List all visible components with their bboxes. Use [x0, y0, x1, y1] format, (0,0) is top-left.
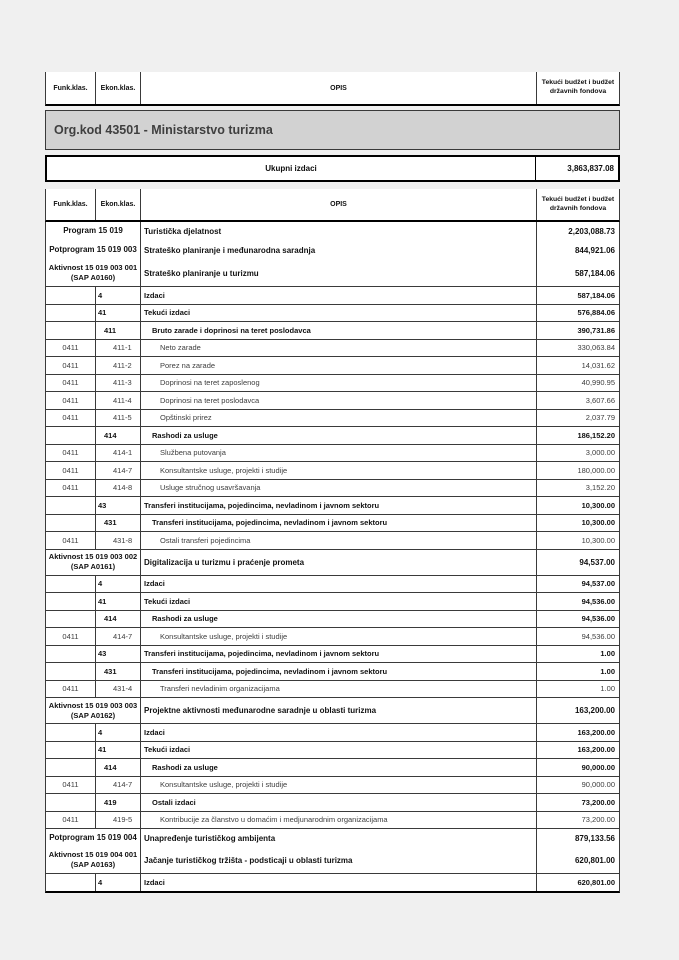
column-header-repeat [45, 189, 620, 222]
program-label-cell: Program 15 019 [63, 226, 123, 236]
ekon-klas-cell: 414 [95, 611, 140, 628]
amount-cell: 3,607.66 [536, 392, 619, 409]
ekon-klas-cell: 431 [95, 515, 140, 532]
amount-cell: 73,200.00 [536, 812, 619, 829]
table-row [46, 479, 619, 497]
ekon-klas-cell: 414-7 [95, 462, 140, 479]
ekon-klas-cell: 431-8 [95, 532, 140, 549]
funk-klas-cell [46, 646, 95, 663]
opis-cell: Usluge stručnog usavršavanja [140, 480, 536, 497]
program-label-cell: Potprogram 15 019 004 [49, 832, 137, 842]
col-header-funk-klas: Funk.klas. [53, 201, 88, 208]
ekon-klas-cell: 43 [95, 646, 140, 663]
funk-klas-cell: 0411 [62, 815, 79, 825]
ekon-klas-cell: 41 [95, 742, 140, 759]
opis-cell: Strateško planiranje u turizmu [140, 260, 536, 286]
table-row [46, 241, 619, 260]
table-row [46, 645, 619, 663]
funk-klas-cell [46, 759, 95, 776]
ekon-klas-cell: 431 [95, 663, 140, 680]
amount-cell: 73,200.00 [536, 794, 619, 811]
opis-cell: Doprinosi na teret poslodavca [140, 392, 536, 409]
opis-cell: Doprinosi na teret zaposlenog [140, 375, 536, 392]
funk-klas-cell [46, 874, 95, 891]
amount-cell: 587,184.06 [536, 260, 619, 286]
amount-cell: 163,200.00 [536, 698, 619, 723]
opis-cell: Bruto zarade i doprinosi na teret poslodavca [140, 322, 536, 339]
col-header-ekon-klas: Ekon.klas. [95, 72, 140, 104]
program-label-cell: Aktivnost 15 019 003 002 (SAP A0161) [48, 552, 138, 571]
ekon-klas-cell: 411-1 [95, 340, 140, 357]
opis-cell: Jačanje turističkog tržišta - podsticaji u oblasti turizma [140, 847, 536, 873]
amount-cell: 90,000.00 [536, 759, 619, 776]
funk-klas-cell: 0411 [62, 631, 79, 641]
table-row [46, 514, 619, 532]
funk-klas-cell [46, 515, 95, 532]
program-label-cell: Potprogram 15 019 003 [49, 245, 137, 255]
amount-cell: 1.00 [536, 681, 619, 698]
funk-klas-cell: 0411 [62, 378, 79, 388]
col-header-ekon-klas: Ekon.klas. [95, 189, 140, 220]
program-label-cell: Aktivnost 15 019 003 003 (SAP A0162) [48, 700, 138, 720]
total-expenditure-box [45, 155, 620, 182]
opis-cell: Konsultantske usluge, projekti i studije [140, 628, 536, 645]
amount-cell: 10,300.00 [536, 532, 619, 549]
program-label-cell: Aktivnost 15 019 003 001 (SAP A0160) [48, 263, 138, 282]
funk-klas-cell [46, 611, 95, 628]
amount-cell: 844,921.06 [536, 241, 619, 260]
table-row [46, 793, 619, 811]
table-row [46, 409, 619, 427]
table-row [46, 758, 619, 776]
ekon-klas-cell: 41 [95, 593, 140, 610]
ekon-klas-cell: 419 [95, 794, 140, 811]
amount-cell: 180,000.00 [536, 462, 619, 479]
ekon-klas-cell: 414 [95, 427, 140, 444]
amount-cell: 186,152.20 [536, 427, 619, 444]
opis-cell: Ostali izdaci [140, 794, 536, 811]
amount-cell: 163,200.00 [536, 742, 619, 759]
funk-klas-cell [46, 497, 95, 514]
table-row [46, 391, 619, 409]
funk-klas-cell: 0411 [62, 465, 79, 475]
amount-cell: 330,063.84 [536, 340, 619, 357]
ekon-klas-cell: 411-2 [95, 357, 140, 374]
table-row [46, 222, 619, 241]
table-row [46, 776, 619, 794]
opis-cell: Transferi institucijama, pojedincima, nevladinom i javnom sektoru [140, 497, 536, 514]
table-row [46, 304, 619, 322]
funk-klas-cell [46, 427, 95, 444]
table-row [46, 741, 619, 759]
funk-klas-cell [46, 593, 95, 610]
table-row [46, 873, 619, 891]
opis-cell: Rashodi za usluge [140, 611, 536, 628]
opis-cell: Opštinski prirez [140, 410, 536, 427]
opis-cell: Transferi institucijama, pojedincima, nevladinom i javnom sektoru [140, 663, 536, 680]
org-code-title: Org.kod 43501 - Ministarstvo turizma [54, 123, 273, 137]
table-row [46, 680, 619, 698]
opis-cell: Tekući izdaci [140, 742, 536, 759]
funk-klas-cell [46, 305, 95, 322]
opis-cell: Turistička djelatnost [140, 222, 536, 241]
ekon-klas-cell: 414-8 [95, 480, 140, 497]
funk-klas-cell [46, 742, 95, 759]
table-row [46, 811, 619, 829]
ekon-klas-cell: 4 [95, 287, 140, 304]
funk-klas-cell: 0411 [62, 360, 79, 370]
amount-cell: 3,000.00 [536, 445, 619, 462]
opis-cell: Strateško planiranje i međunarodna saradnja [140, 241, 536, 260]
funk-klas-cell: 0411 [62, 395, 79, 405]
amount-cell: 10,300.00 [536, 515, 619, 532]
amount-cell: 94,536.00 [536, 611, 619, 628]
opis-cell: Digitalizacija u turizmu i praćenje prometa [140, 550, 536, 575]
opis-cell: Izdaci [140, 874, 536, 891]
total-label: Ukupni izdaci [265, 164, 317, 173]
funk-klas-cell [46, 576, 95, 593]
table-row [46, 592, 619, 610]
amount-cell: 390,731.86 [536, 322, 619, 339]
table-row [46, 610, 619, 628]
ekon-klas-cell: 414-7 [95, 777, 140, 794]
amount-cell: 10,300.00 [536, 497, 619, 514]
org-code-band [45, 110, 620, 150]
opis-cell: Kontribucije za članstvo u domaćim i medjunarodnim organizacijama [140, 812, 536, 829]
amount-cell: 94,537.00 [536, 576, 619, 593]
ekon-klas-cell: 414-7 [95, 628, 140, 645]
opis-cell: Neto zarade [140, 340, 536, 357]
opis-cell: Tekući izdaci [140, 593, 536, 610]
opis-cell: Projektne aktivnosti međunarodne saradnje u oblasti turizma [140, 698, 536, 723]
table-row [46, 374, 619, 392]
table-row [46, 356, 619, 374]
table-row [46, 828, 619, 847]
amount-cell: 3,152.20 [536, 480, 619, 497]
col-header-budget: Tekući budžet i budžet državnih fondova [536, 72, 619, 104]
opis-cell: Unapređenje turističkog ambijenta [140, 829, 536, 847]
funk-klas-cell: 0411 [62, 448, 79, 458]
amount-cell: 94,536.00 [536, 628, 619, 645]
funk-klas-cell: 0411 [62, 413, 79, 423]
opis-cell: Transferi institucijama, pojedincima, nevladinom i javnom sektoru [140, 515, 536, 532]
ekon-klas-cell: 411-3 [95, 375, 140, 392]
ekon-klas-cell: 411-4 [95, 392, 140, 409]
table-row [46, 575, 619, 593]
opis-cell: Izdaci [140, 724, 536, 741]
funk-klas-cell [46, 794, 95, 811]
table-row [46, 531, 619, 549]
table-row [46, 444, 619, 462]
table-row [46, 847, 619, 873]
funk-klas-cell: 0411 [62, 684, 79, 694]
amount-cell: 2,203,088.73 [536, 222, 619, 241]
funk-klas-cell: 0411 [62, 780, 79, 790]
ekon-klas-cell: 419-5 [95, 812, 140, 829]
total-value: 3,863,837.08 [535, 157, 618, 180]
opis-cell: Tekući izdaci [140, 305, 536, 322]
column-header-top [45, 72, 620, 106]
funk-klas-cell: 0411 [62, 343, 79, 353]
amount-cell: 94,536.00 [536, 593, 619, 610]
amount-cell: 90,000.00 [536, 777, 619, 794]
opis-cell: Rashodi za usluge [140, 759, 536, 776]
ekon-klas-cell: 41 [95, 305, 140, 322]
ekon-klas-cell: 414-1 [95, 445, 140, 462]
ekon-klas-cell: 411 [95, 322, 140, 339]
table-row [46, 496, 619, 514]
opis-cell: Ostali transferi pojedincima [140, 532, 536, 549]
table-row [46, 260, 619, 286]
ekon-klas-cell: 431-4 [95, 681, 140, 698]
opis-cell: Rashodi za usluge [140, 427, 536, 444]
ekon-klas-cell: 4 [95, 576, 140, 593]
ekon-klas-cell: 4 [95, 724, 140, 741]
table-row [46, 339, 619, 357]
opis-cell: Službena putovanja [140, 445, 536, 462]
col-header-funk-klas: Funk.klas. [53, 84, 88, 92]
funk-klas-cell [46, 287, 95, 304]
funk-klas-cell [46, 322, 95, 339]
amount-cell: 40,990.95 [536, 375, 619, 392]
opis-cell: Transferi nevladinim organizacijama [140, 681, 536, 698]
table-row [46, 662, 619, 680]
opis-cell: Transferi institucijama, pojedincima, nevladinom i javnom sektoru [140, 646, 536, 663]
amount-cell: 1.00 [536, 663, 619, 680]
table-row [46, 286, 619, 304]
opis-cell: Porez na zarade [140, 357, 536, 374]
table-row [46, 426, 619, 444]
amount-cell: 620,801.00 [536, 847, 619, 873]
ekon-klas-cell: 43 [95, 497, 140, 514]
col-header-opis: OPIS [140, 189, 536, 220]
funk-klas-cell: 0411 [62, 483, 79, 493]
opis-cell: Konsultantske usluge, projekti i studije [140, 777, 536, 794]
ekon-klas-cell: 4 [95, 874, 140, 891]
opis-cell: Izdaci [140, 576, 536, 593]
budget-table-body [45, 222, 620, 893]
table-row [46, 321, 619, 339]
table-row [46, 549, 619, 575]
funk-klas-cell: 0411 [62, 535, 79, 545]
ekon-klas-cell: 414 [95, 759, 140, 776]
amount-cell: 620,801.00 [536, 874, 619, 891]
ekon-klas-cell: 411-5 [95, 410, 140, 427]
amount-cell: 576,884.06 [536, 305, 619, 322]
amount-cell: 1.00 [536, 646, 619, 663]
col-header-opis: OPIS [140, 72, 536, 104]
table-row [46, 723, 619, 741]
funk-klas-cell [46, 724, 95, 741]
amount-cell: 94,537.00 [536, 550, 619, 575]
table-row [46, 627, 619, 645]
amount-cell: 14,031.62 [536, 357, 619, 374]
amount-cell: 2,037.79 [536, 410, 619, 427]
amount-cell: 163,200.00 [536, 724, 619, 741]
program-label-cell: Aktivnost 15 019 004 001 (SAP A0163) [48, 850, 138, 869]
amount-cell: 879,133.56 [536, 829, 619, 847]
table-row [46, 697, 619, 723]
col-header-budget: Tekući budžet i budžet državnih fondova [536, 189, 619, 220]
opis-cell: Konsultantske usluge, projekti i studije [140, 462, 536, 479]
table-row [46, 461, 619, 479]
amount-cell: 587,184.06 [536, 287, 619, 304]
funk-klas-cell [46, 663, 95, 680]
opis-cell: Izdaci [140, 287, 536, 304]
